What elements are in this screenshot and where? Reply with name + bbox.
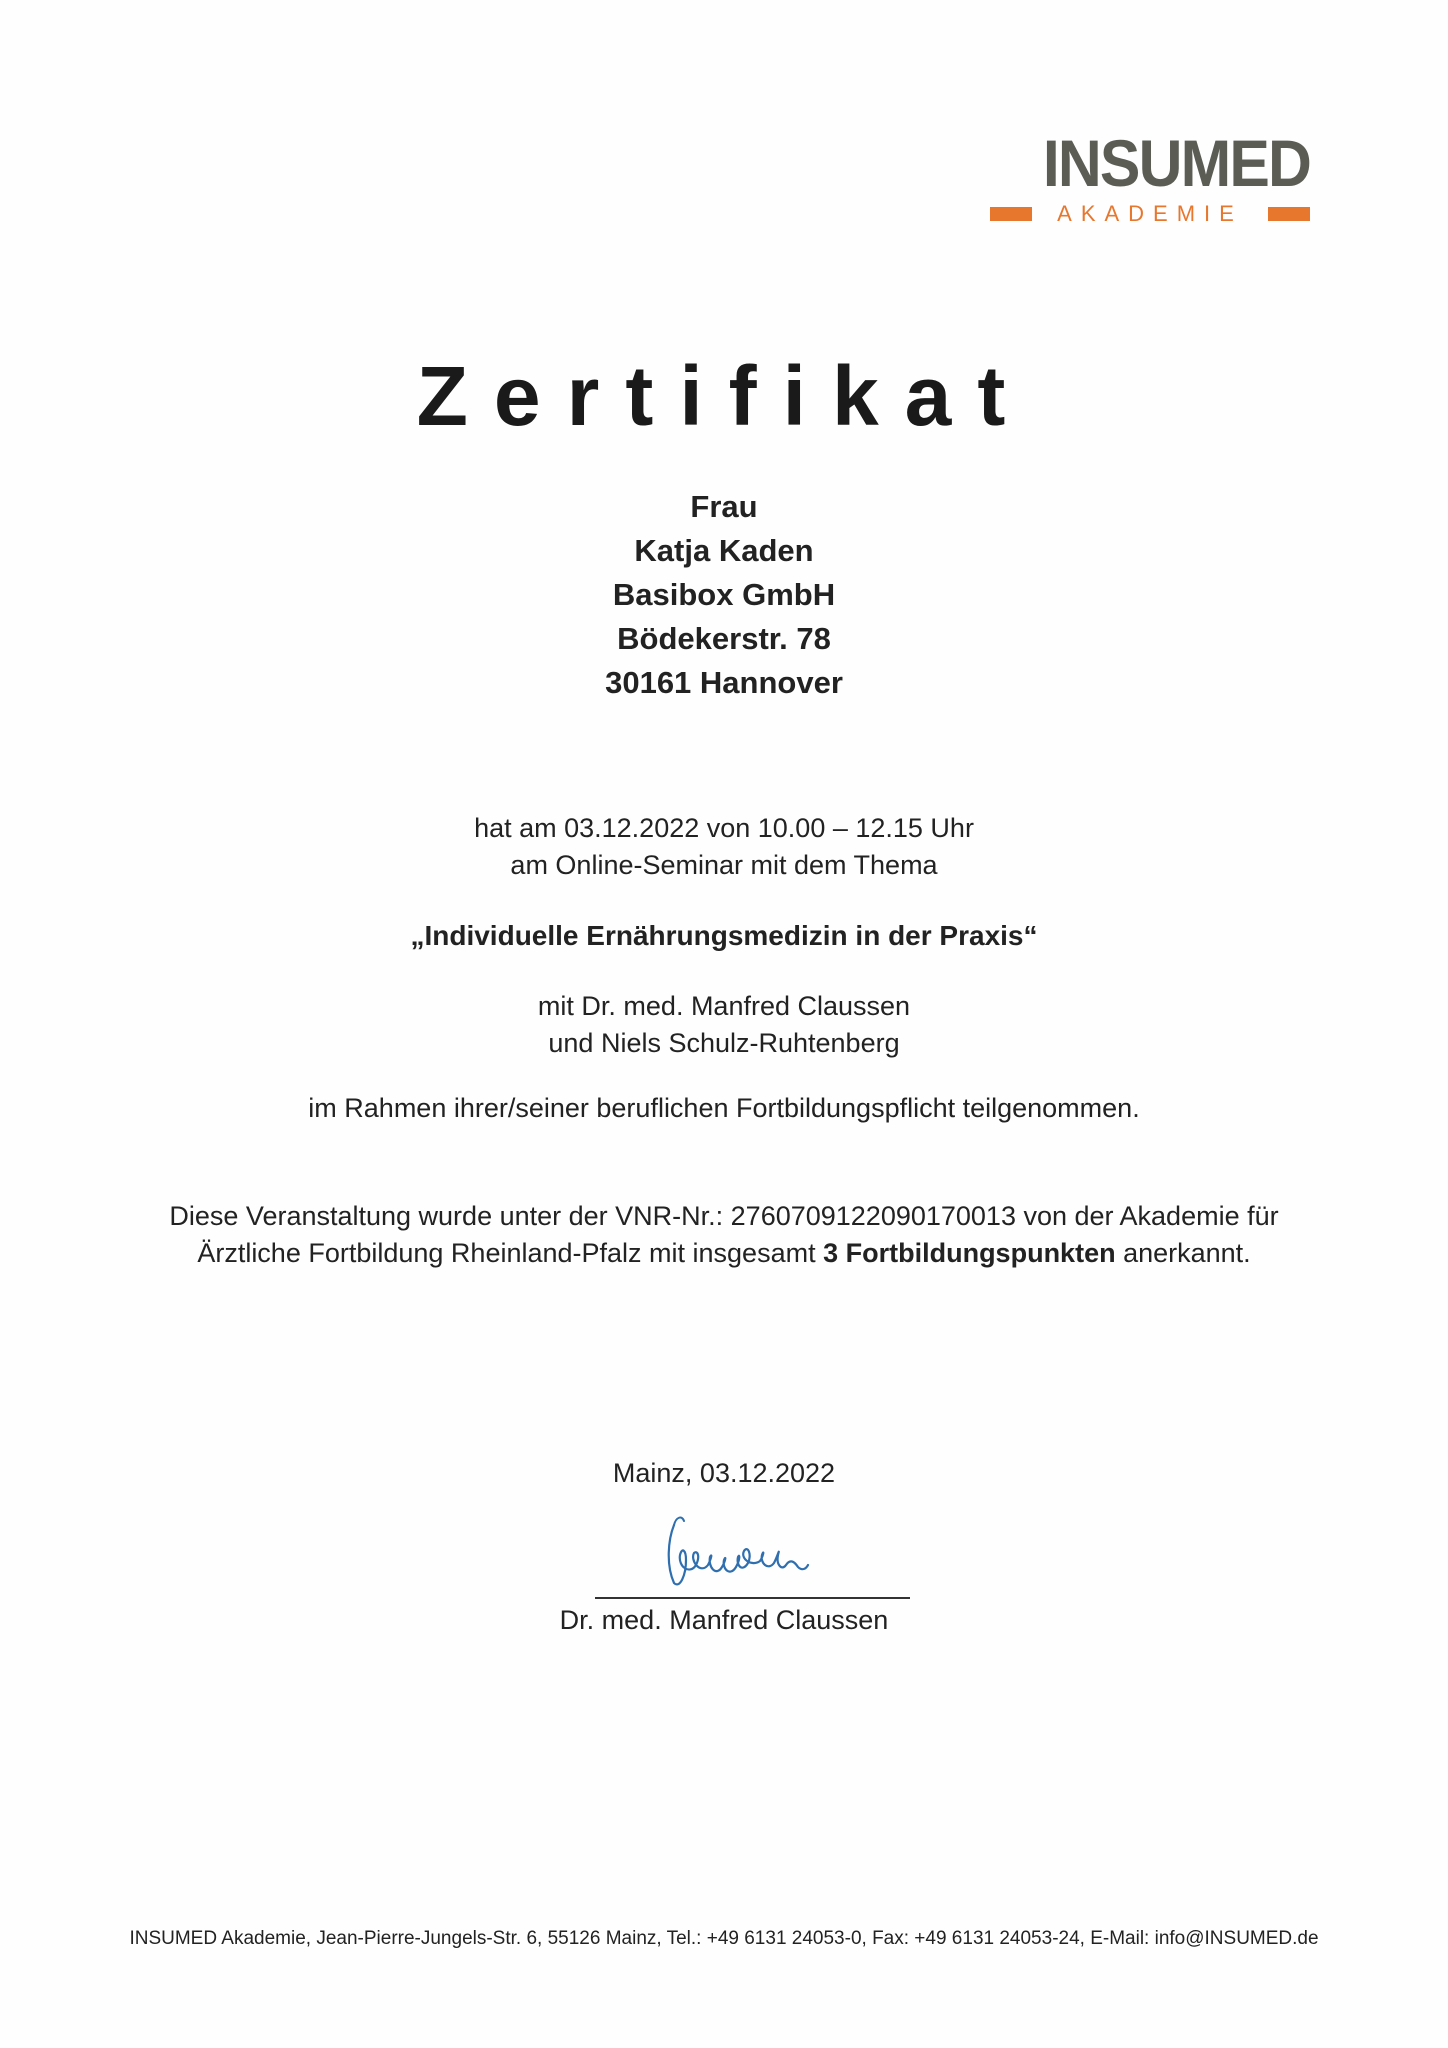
footer-address: INSUMED Akademie, Jean-Pierre-Jungels-Str. 6, 55126 Mainz, Tel.: +49 6131 24053-0, Fax: +49 6131 24053-24, E-Mail: info@INSUMED.de [129, 1928, 1319, 1949]
accreditation-suffix: anerkannt. [1115, 1238, 1251, 1268]
handwritten-signature [660, 1505, 880, 1590]
accreditation-points: 3 Fortbildungspunkten [823, 1238, 1116, 1268]
accreditation-line-1: Diese Veranstaltung wurde unter der VNR-Nr.: 2760709122090170013 von der Akademie für [169, 1201, 1279, 1231]
place-date: Mainz, 03.12.2022 [612, 1458, 836, 1488]
signer-name: Dr. med. Manfred Claussen [559, 1605, 889, 1635]
logo-subline [990, 202, 1310, 226]
logo-bar-left [990, 207, 1032, 221]
logo-wordmark: INSUMED [1042, 126, 1310, 200]
logo-bar-right [1268, 207, 1310, 221]
event-type-line: am Online-Seminar mit dem Thema [510, 850, 938, 880]
seminar-topic: „Individuelle Ernährungsmedizin in der Praxis“ [410, 920, 1038, 951]
recipient-street: Bödekerstr. 78 [617, 621, 831, 656]
recipient-company: Basibox GmbH [612, 577, 836, 612]
logo-subtitle: AKADEMIE [1057, 201, 1243, 226]
participation-statement: im Rahmen ihrer/seiner beruflichen Fortbildungspflicht teilgenommen. [308, 1093, 1140, 1123]
accreditation-line-2 [0, 1235, 1448, 1272]
recipient-salutation: Frau [690, 489, 758, 524]
speaker-line-2: und Niels Schulz-Ruhtenberg [548, 1028, 900, 1058]
speaker-line-1: mit Dr. med. Manfred Claussen [537, 991, 911, 1021]
recipient-name: Katja Kaden [634, 533, 814, 568]
recipient-city: 30161 Hannover [605, 665, 843, 700]
event-date-line: hat am 03.12.2022 von 10.00 – 12.15 Uhr [474, 813, 974, 843]
speakers-block [0, 988, 1448, 1062]
recipient-address [0, 485, 1448, 705]
event-date-block [0, 810, 1448, 884]
certificate-title: Zertifikat [416, 349, 1032, 443]
signature-line [595, 1597, 910, 1599]
insumed-logo [990, 126, 1310, 226]
accreditation-block [0, 1198, 1448, 1272]
accreditation-prefix: Ärztliche Fortbildung Rheinland-Pfalz mit insgesamt [197, 1238, 824, 1268]
